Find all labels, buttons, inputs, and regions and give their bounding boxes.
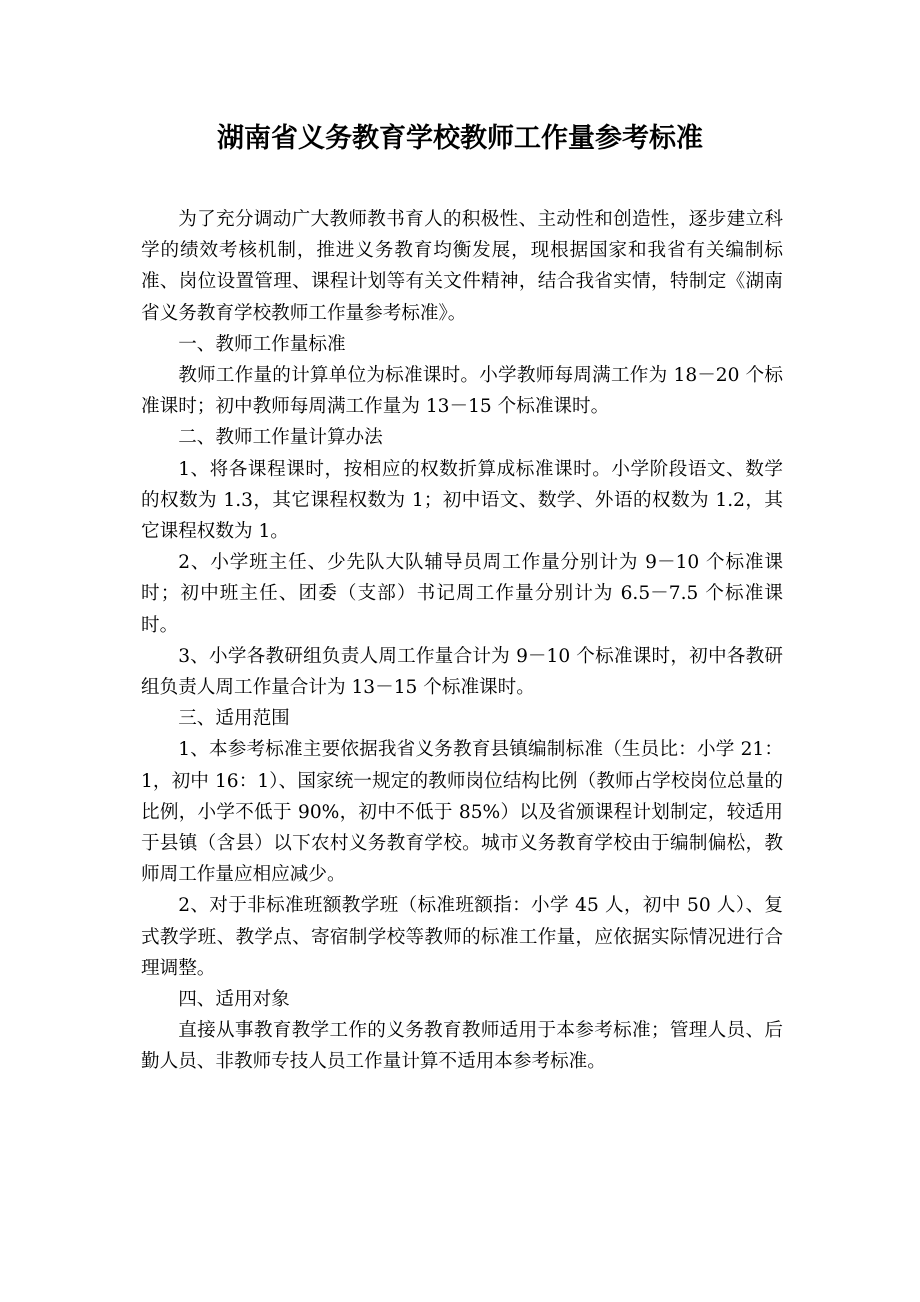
document-title: 湖南省义务教育学校教师工作量参考标准 <box>217 123 703 154</box>
paragraph: 教师工作量的计算单位为标准课时。小学教师每周满工作为 18－20 个标准课时；初中教师每周满工作量为 13－15 个标准课时。 <box>141 365 783 418</box>
document-body <box>141 204 783 1078</box>
section-heading-2: 二、教师工作量计算办法 <box>178 427 383 449</box>
paragraph: 1、将各课程课时，按相应的权数折算成标准课时。小学阶段语文、数学的权数为 1.3，其它课程权数为 1；初中语文、数学、外语的权数为 1.2，其它课程权数为 1。 <box>141 458 783 543</box>
intro-paragraph: 为了充分调动广大教师教书育人的积极性、主动性和创造性，逐步建立科学的绩效考核机制，推进义务教育均衡发展，现根据国家和我省有关编制标准、岗位设置管理、课程计划等有关文件精神，结合我省实情，特制定《湖南省义务教育学校教师工作量参考标准》。 <box>141 209 783 324</box>
paragraph: 1、本参考标准主要依据我省义务教育县镇编制标准（生员比：小学 21：1，初中 16：1）、国家统一规定的教师岗位结构比例（教师占学校岗位总量的比例，小学不低于 90%，初中不低于 85%）以及省颁课程计划制定，较适用于县镇（含县）以下农村义务教育学校。城市义务教育学校由于编制偏松，教师周工作量应相应减少。 <box>141 739 783 886</box>
paragraph: 3、小学各教研组负责人周工作量合计为 9－10 个标准课时，初中各教研组负责人周工作量合计为 13－15 个标准课时。 <box>141 645 783 699</box>
section-heading-4: 四、适用对象 <box>178 989 290 1011</box>
paragraph: 2、小学班主任、少先队大队辅导员周工作量分别计为 9－10 个标准课时；初中班主任、团委（支部）书记周工作量分别计为 6.5－7.5 个标准课时。 <box>141 552 783 636</box>
paragraph: 直接从事教育教学工作的义务教育教师适用于本参考标准；管理人员、后勤人员、非教师专技人员工作量计算不适用本参考标准。 <box>141 1020 783 1073</box>
section-heading-1: 一、教师工作量标准 <box>178 333 346 355</box>
section-heading-3: 三、适用范围 <box>178 708 290 730</box>
paragraph: 2、对于非标准班额教学班（标准班额指：小学 45 人，初中 50 人）、复式教学班、教学点、寄宿制学校等教师的标准工作量，应依据实际情况进行合理调整。 <box>141 895 783 979</box>
